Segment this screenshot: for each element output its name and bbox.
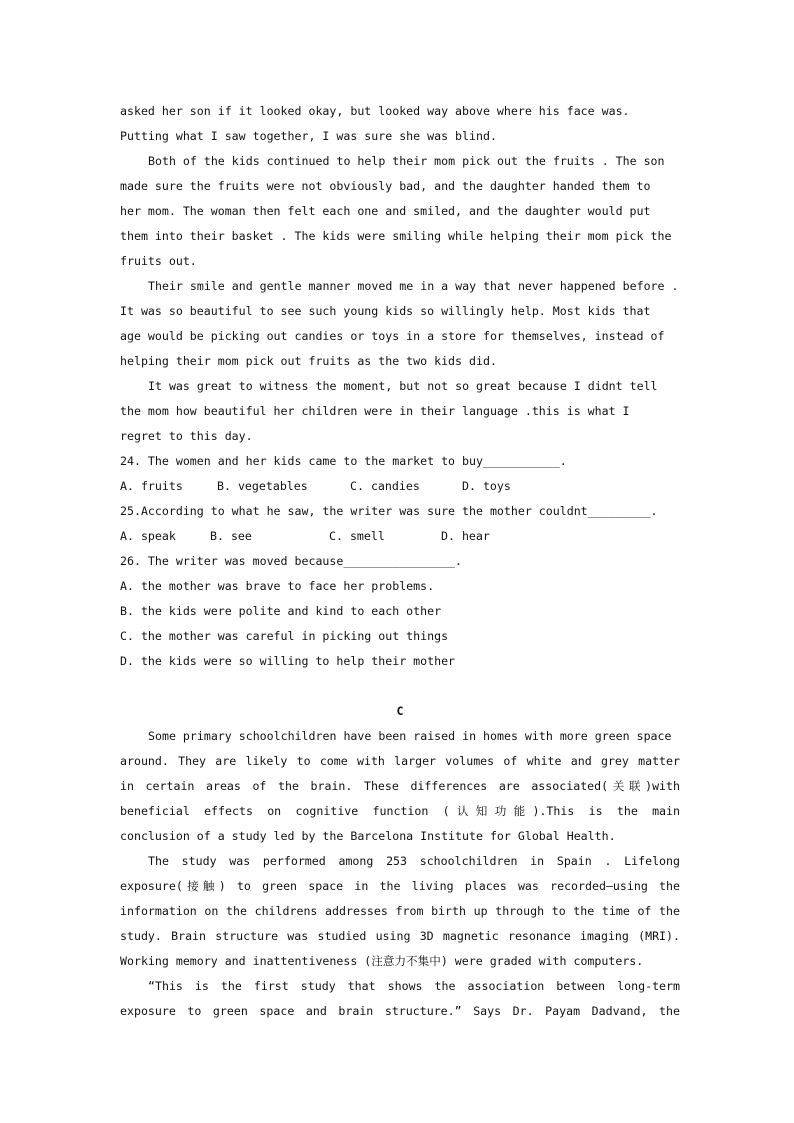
document-page	[120, 99, 680, 1024]
passage-b-line: helping their mom pick out fruits as the two kids did.	[120, 354, 497, 368]
passage-b-line: Their smile and gentle manner moved me in a way that never happened before .	[148, 279, 679, 293]
passage-b-line: regret to this day.	[120, 429, 253, 443]
question-25-option-a: A. speak	[120, 529, 176, 543]
question-26-option-a: A. the mother was brave to face her problems.	[120, 579, 435, 593]
passage-b-line: the mom how beautiful her children were in their language .this is what I	[120, 404, 630, 418]
question-25-stem: 25.According to what he saw, the writer was sure the mother couldnt_________.	[120, 504, 658, 518]
passage-b-line: Both of the kids continued to help their mom pick out the fruits . The son	[148, 154, 665, 168]
question-26-stem: 26. The writer was moved because________________.	[120, 554, 463, 568]
section-gap	[120, 674, 680, 699]
passage-b-line: made sure the fruits were not obviously bad, and the daughter handed them to	[120, 179, 651, 193]
passage-c-line: “This is the first study that shows the association between long-term	[148, 979, 680, 993]
passage-c	[120, 724, 680, 1024]
questions	[120, 449, 680, 674]
passage-c-line: Working memory and inattentiveness (注意力不集中) were graded with computers.	[120, 954, 644, 968]
passage-b-line: It was so beautiful to see such young kids so willingly help. Most kids that	[120, 304, 651, 318]
passage-c-line: conclusion of a study led by the Barcelona Institute for Global Health.	[120, 829, 616, 843]
question-24-stem: 24. The women and her kids came to the market to buy___________.	[120, 454, 567, 468]
passage-c-line: The study was performed among 253 schoolchildren in Spain . Lifelong	[148, 854, 680, 868]
passage-c-line: exposure to green space and brain structure.” Says Dr. Payam Dadvand, the	[120, 1004, 680, 1018]
passage-c-line: exposure(接触) to green space in the living places was recorded—using the	[120, 879, 680, 893]
question-25-options	[120, 524, 680, 549]
passage-b	[120, 99, 680, 449]
passage-b-line: Putting what I saw together, I was sure she was blind.	[120, 129, 497, 143]
question-24-options	[120, 474, 680, 499]
question-24-option-a: A. fruits	[120, 479, 183, 493]
section-c-title: C	[396, 704, 404, 718]
passage-c-line: around. They are likely to come with larger volumes of white and grey matter	[120, 754, 680, 768]
passage-c-line: Some primary schoolchildren have been raised in homes with more green space	[148, 729, 672, 743]
passage-b-line: asked her son if it looked okay, but looked way above where his face was.	[120, 104, 630, 118]
passage-c-line: study. Brain structure was studied using 3D magnetic resonance imaging (MRI).	[120, 929, 680, 943]
question-26-option-b: B. the kids were polite and kind to each other	[120, 604, 442, 618]
passage-b-line: fruits out.	[120, 254, 197, 268]
question-24-option-d: D. toys	[462, 479, 511, 493]
passage-c-line: information on the childrens addresses from birth up through to the time of the	[120, 904, 680, 918]
question-24-option-c: C. candies	[350, 479, 420, 493]
passage-b-line: age would be picking out candies or toys in a store for themselves, instead of	[120, 329, 665, 343]
passage-c-line: in certain areas of the brain. These differences are associated(关联)with	[120, 779, 680, 793]
question-26-option-d: D. the kids were so willing to help their mother	[120, 654, 456, 668]
passage-b-line: her mom. The woman then felt each one and smiled, and the daughter would put	[120, 204, 651, 218]
passage-b-line: It was great to witness the moment, but not so great because I didnt tell	[148, 379, 658, 393]
passage-b-line: them into their basket . The kids were smiling while helping their mom pick the	[120, 229, 672, 243]
question-26-option-c: C. the mother was careful in picking out things	[120, 629, 449, 643]
question-25-option-b: B. see	[210, 529, 252, 543]
passage-c-line: beneficial effects on cognitive function (认知功能).This is the main	[120, 804, 680, 818]
question-24-option-b: B. vegetables	[217, 479, 308, 493]
question-25-option-d: D. hear	[441, 529, 490, 543]
question-25-option-c: C. smell	[329, 529, 385, 543]
